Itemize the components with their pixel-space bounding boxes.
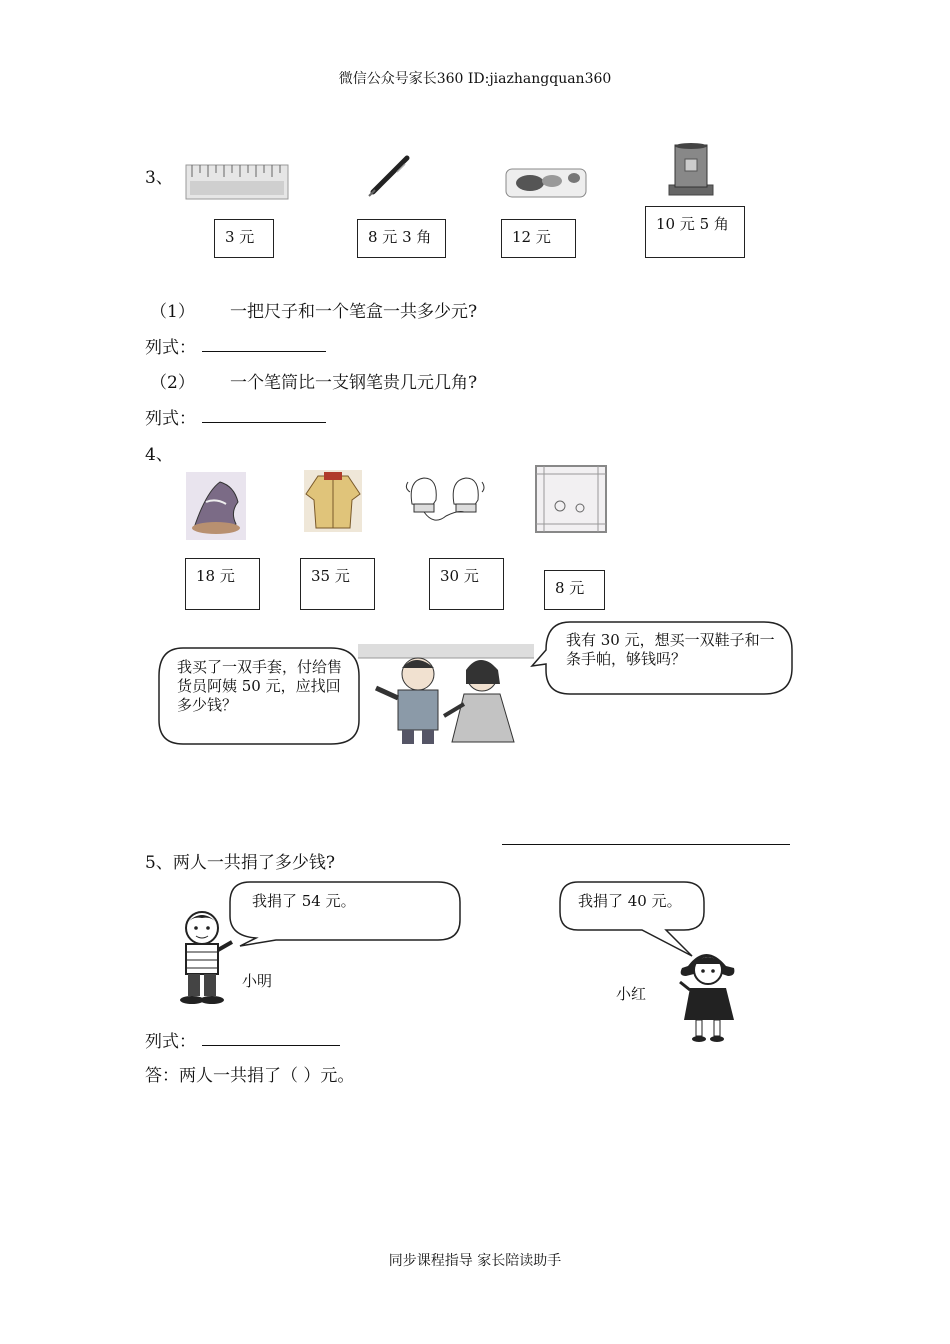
handkerchief-image — [534, 464, 608, 534]
q3-number: 3、 — [145, 168, 173, 188]
q5-question: 5、两人一共捐了多少钱? — [145, 853, 335, 873]
children-illustration — [358, 644, 534, 744]
q3-sub2-question: 一个笔筒比一支钢笔贵几元几角? — [230, 373, 478, 393]
q3-formula2-blank[interactable] — [202, 422, 326, 423]
girl-figure — [676, 946, 746, 1044]
page-header: 微信公众号家长360 ID:jiazhangquan360 — [338, 71, 612, 87]
name-xiaohong: 小红 — [616, 985, 647, 1003]
gloves-image — [404, 470, 486, 528]
q3-formula1-blank[interactable] — [202, 351, 326, 352]
pencil-box-price-box: 12 元 — [501, 219, 576, 258]
sweater-image — [304, 470, 362, 534]
q4-answer-line[interactable] — [502, 844, 790, 845]
ruler-price-box: 3 元 — [214, 219, 274, 258]
sweater-price-box: 35 元 — [300, 558, 375, 610]
q5-answer: 答：两人一共捐了（ ）元。 — [145, 1066, 355, 1086]
q3-sub1-number: （1） — [150, 302, 195, 322]
boy-figure — [172, 906, 238, 1006]
q5-formula-label: 列式： — [145, 1032, 196, 1052]
q3-formula1-label: 列式： — [145, 338, 196, 358]
q5-right-bubble-text: 我捐了 40 元。 — [578, 892, 682, 910]
ruler-image — [186, 163, 290, 201]
pen-holder-price-box: 10 元 5 角 — [645, 206, 745, 258]
pen-price-box: 8 元 3 角 — [357, 219, 446, 258]
q4-left-bubble-text: 我买了一双手套，付给售货员阿姨 50 元，应找回多少钱？ — [177, 658, 343, 714]
gloves-price-box: 30 元 — [429, 558, 504, 610]
page-footer: 同步课程指导 家长陪读助手 — [388, 1253, 562, 1269]
q3-formula2-label: 列式： — [145, 409, 196, 429]
shoes-price-box: 18 元 — [185, 558, 260, 610]
pen-image — [367, 155, 411, 197]
q5-left-bubble-text: 我捐了 54 元。 — [252, 892, 356, 910]
q4-number: 4、 — [145, 445, 173, 465]
q5-formula-blank[interactable] — [202, 1045, 340, 1046]
q3-sub1-question: 一把尺子和一个笔盒一共多少元? — [230, 302, 478, 322]
handkerchief-price-box: 8 元 — [544, 570, 605, 610]
pen-holder-image — [667, 141, 715, 197]
shoes-image — [186, 472, 246, 542]
q3-sub2-number: （2） — [150, 373, 195, 393]
name-xiaoming: 小明 — [242, 972, 273, 990]
pencil-box-image — [504, 163, 590, 203]
q4-right-bubble-text: 我有 30 元，想买一双鞋子和一条手帕，够钱吗？ — [566, 631, 775, 668]
